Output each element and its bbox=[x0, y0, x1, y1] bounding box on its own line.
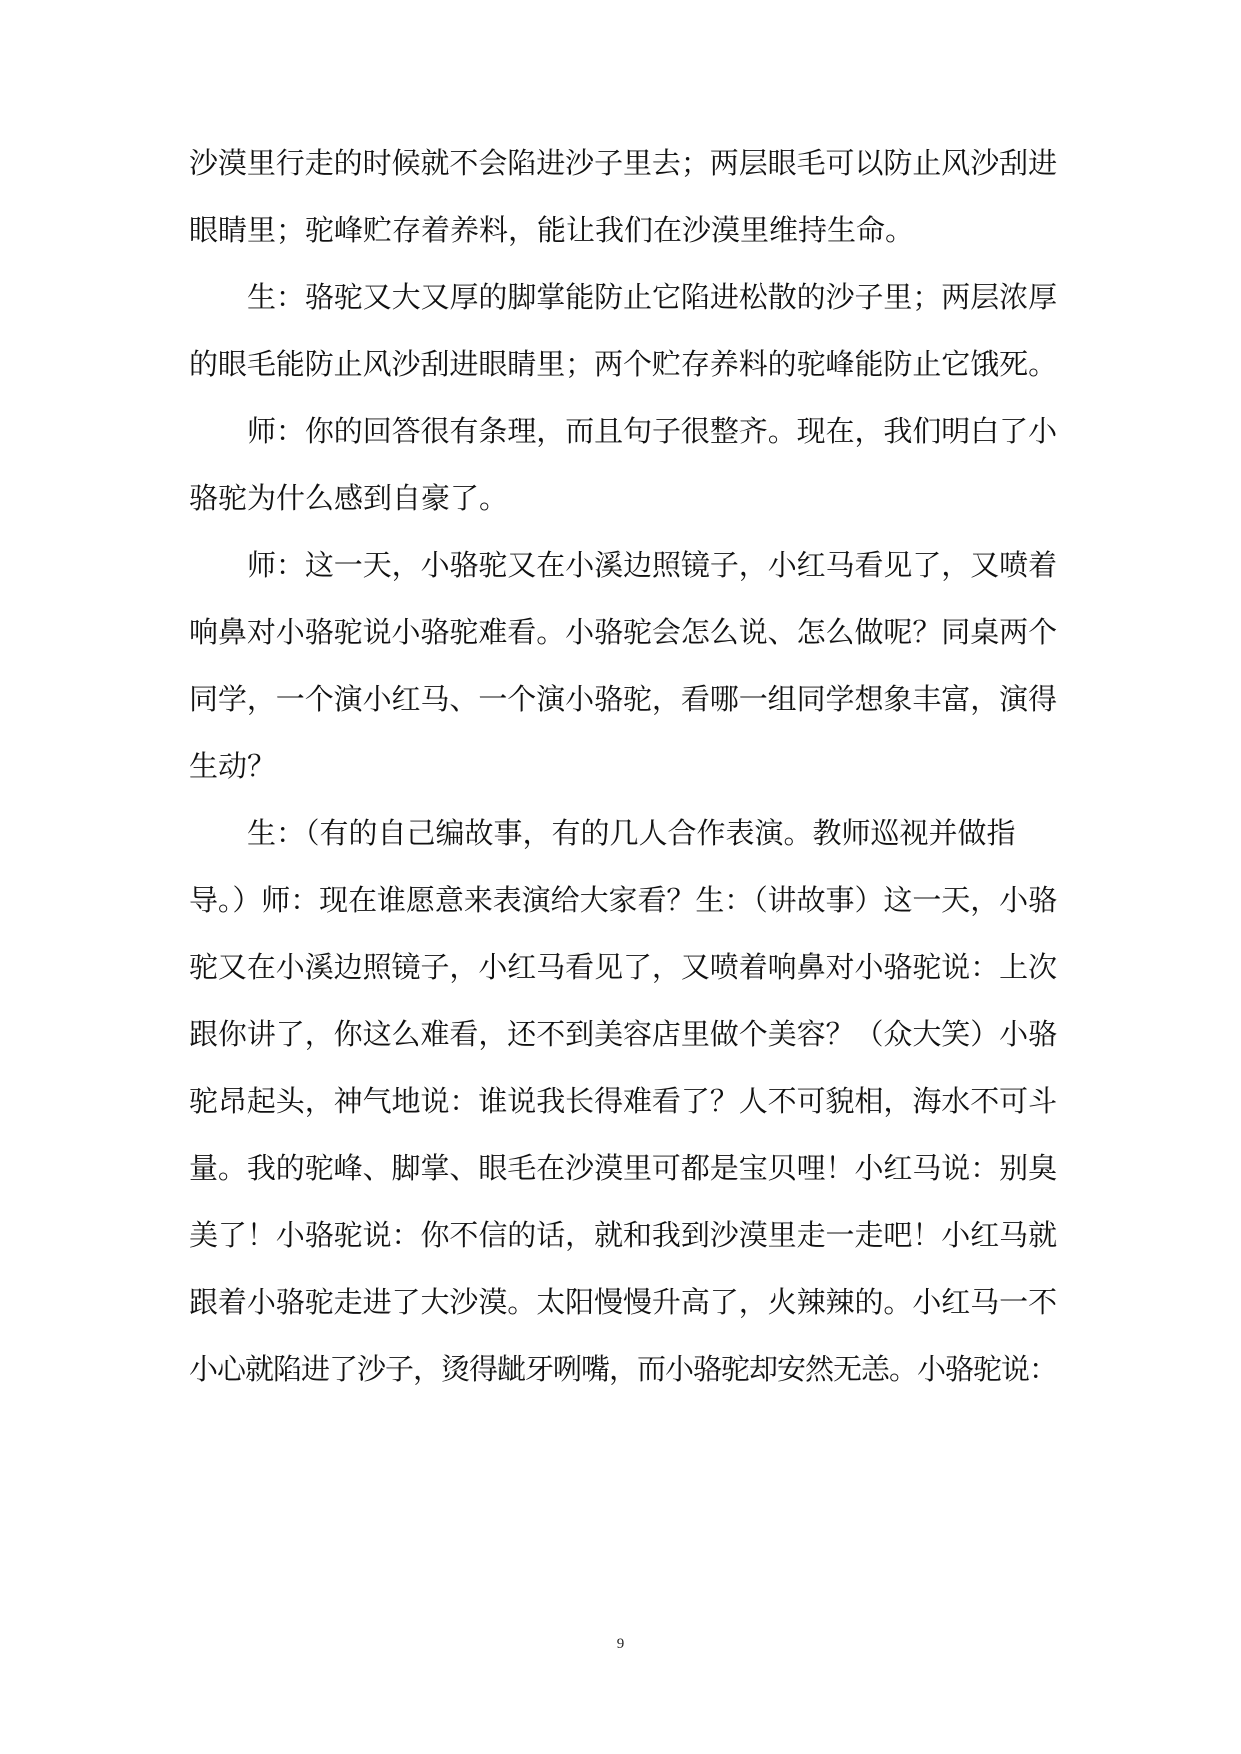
text-line: 响鼻对小骆驼说小骆驼难看。小骆驼会怎么说、怎么做呢？同桌两个 bbox=[189, 615, 1058, 649]
text-line: 生动？ bbox=[189, 749, 277, 783]
text-line: 跟着小骆驼走进了大沙漠。太阳慢慢升高了，火辣辣的。小红马一不 bbox=[189, 1285, 1058, 1319]
text-line: 美了！小骆驼说：你不信的话，就和我到沙漠里走一走吧！小红马就 bbox=[189, 1218, 1058, 1252]
text-line: 骆驼为什么感到自豪了。 bbox=[189, 481, 509, 515]
text-line: 跟你讲了，你这么难看，还不到美容店里做个美容？（众大笑）小骆 bbox=[189, 1017, 1058, 1051]
paragraph-start-line: 师：这一天，小骆驼又在小溪边照镜子，小红马看见了，又喷着 bbox=[247, 548, 1058, 582]
text-line: 量。我的驼峰、脚掌、眼毛在沙漠里可都是宝贝哩！小红马说：别臭 bbox=[189, 1151, 1058, 1185]
text-line: 驼昂起头，神气地说：谁说我长得难看了？人不可貌相，海水不可斗 bbox=[189, 1084, 1058, 1118]
text-line: 导。）师：现在谁愿意来表演给大家看？生：（讲故事）这一天，小骆 bbox=[189, 883, 1058, 917]
paragraph-start-line: 生：（有的自己编故事，有的几人合作表演。教师巡视并做指 bbox=[247, 816, 1016, 850]
text-line: 眼睛里；驼峰贮存着养料，能让我们在沙漠里维持生命。 bbox=[189, 213, 915, 247]
paragraph-start-line: 生：骆驼又大又厚的脚掌能防止它陷进松散的沙子里；两层浓厚 bbox=[247, 280, 1058, 314]
text-line: 驼又在小溪边照镜子，小红马看见了，又喷着响鼻对小骆驼说：上次 bbox=[189, 950, 1058, 984]
text-line: 沙漠里行走的时候就不会陷进沙子里去；两层眼毛可以防止风沙刮进 bbox=[189, 146, 1058, 180]
paragraph-start-line: 师：你的回答很有条理，而且句子很整齐。现在，我们明白了小 bbox=[247, 414, 1058, 448]
page-number: 9 bbox=[616, 1636, 625, 1652]
text-line: 同学，一个演小红马、一个演小骆驼，看哪一组同学想象丰富，演得 bbox=[189, 682, 1058, 716]
text-line: 小心就陷进了沙子，烫得龇牙咧嘴，而小骆驼却安然无恙。小骆驼说： bbox=[189, 1352, 1058, 1386]
text-line: 的眼毛能防止风沙刮进眼睛里；两个贮存养料的驼峰能防止它饿死。 bbox=[189, 347, 1058, 381]
